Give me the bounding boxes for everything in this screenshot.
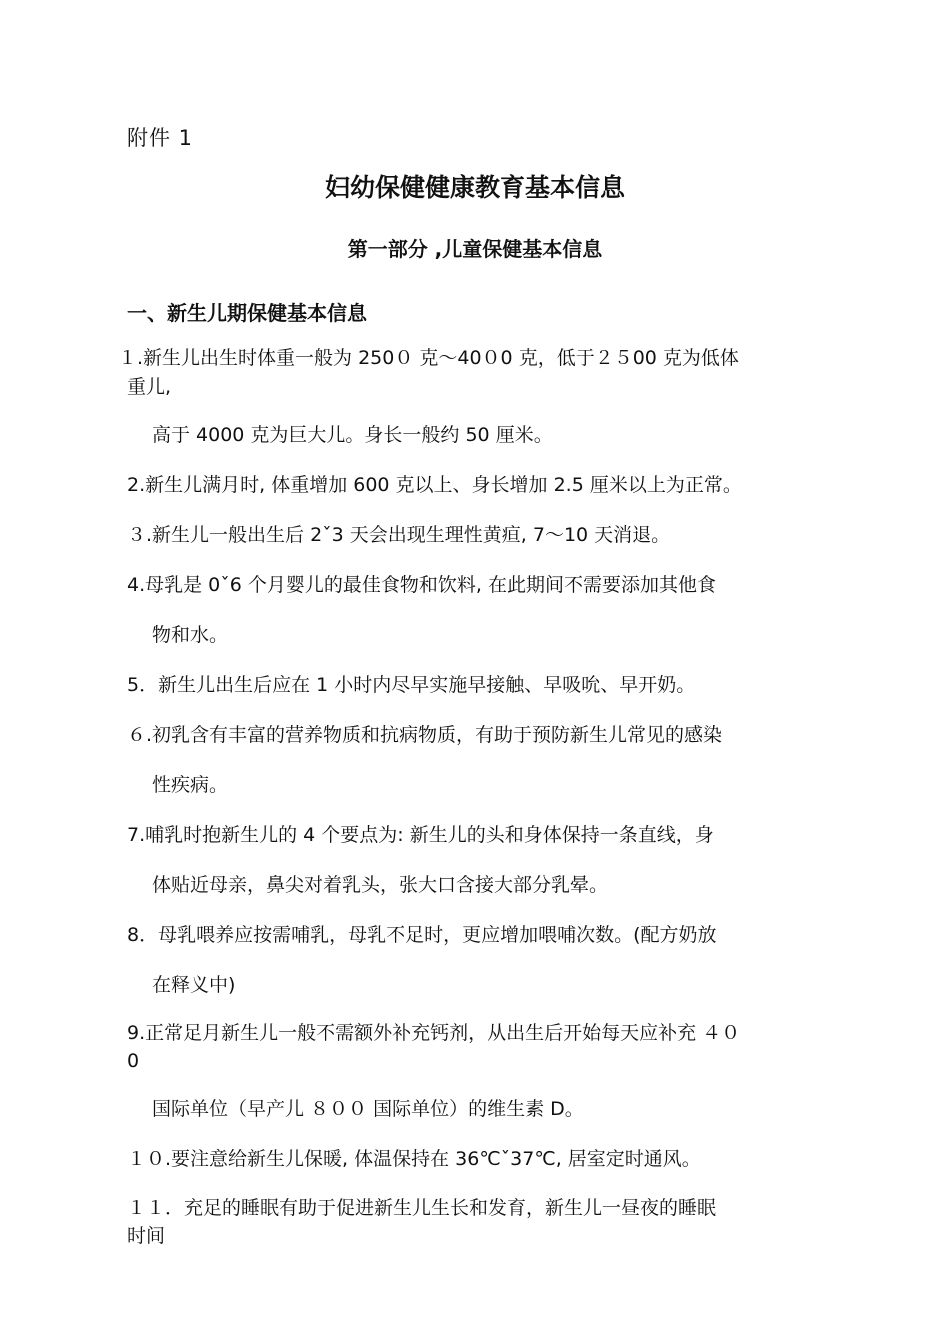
paragraph-line: 高于 4000 克为巨大儿。身长一般约 50 厘米。: [152, 424, 553, 446]
paragraph-line: 性疾病。: [152, 774, 229, 796]
paragraph-line: １１．充足的睡眠有助于促进新生儿生长和发育，新生儿一昼夜的睡眠: [127, 1197, 717, 1219]
paragraph-line: ６.初乳含有丰富的营养物质和抗病物质，有助于预防新生儿常见的感染: [127, 724, 723, 746]
paragraph-line: 在释义中): [152, 974, 236, 996]
paragraph-line: ３.新生儿一般出生后 2ˇ3 天会出现生理性黄疸, 7～10 天消退。: [127, 524, 671, 546]
paragraph-line: １０.要注意给新生儿保暖, 体温保持在 36℃ˇ37℃, 居室定时通风。: [127, 1148, 701, 1170]
document-title: 妇幼保健健康教育基本信息: [324, 173, 625, 202]
paragraph-line: 5．新生儿出生后应在 1 小时内尽早实施早接触、早吸吮、早开奶。: [127, 674, 696, 696]
paragraph-line: 重儿,: [127, 376, 172, 398]
paragraph-line: 4.母乳是 0ˇ6 个月婴儿的最佳食物和饮料, 在此期间不需要添加其他食: [127, 574, 716, 596]
paragraph-line: 9.正常足月新生儿一般不需额外补充钙剂，从出生后开始每天应补充 ４０: [127, 1022, 741, 1044]
section-title: 一、新生儿期保健基本信息: [127, 301, 367, 325]
part-title: 第一部分 ,儿童保健基本信息: [347, 237, 603, 261]
paragraph-line: 国际单位（早产儿 ８００ 国际单位）的维生素 D。: [152, 1098, 584, 1120]
paragraph-line: １.新生儿出生时体重一般为 250０ 克～40０0 克，低于２５00 克为低体: [118, 347, 739, 369]
paragraph-line: 8．母乳喂养应按需哺乳，母乳不足时，更应增加喂哺次数。(配方奶放: [127, 924, 717, 946]
paragraph-line: 7.哺乳时抱新生儿的 4 个要点为: 新生儿的头和身体保持一条直线，身: [127, 824, 714, 846]
paragraph-line: 0: [127, 1050, 140, 1072]
annex-label: 附件 1: [127, 126, 194, 150]
paragraph-line: 时间: [127, 1225, 166, 1247]
paragraph-line: 物和水。: [152, 624, 229, 646]
paragraph-line: 2.新生儿满月时, 体重增加 600 克以上、身长增加 2.5 厘米以上为正常。: [127, 474, 742, 496]
paragraph-line: 体贴近母亲，鼻尖对着乳头，张大口含接大部分乳晕。: [152, 874, 609, 896]
